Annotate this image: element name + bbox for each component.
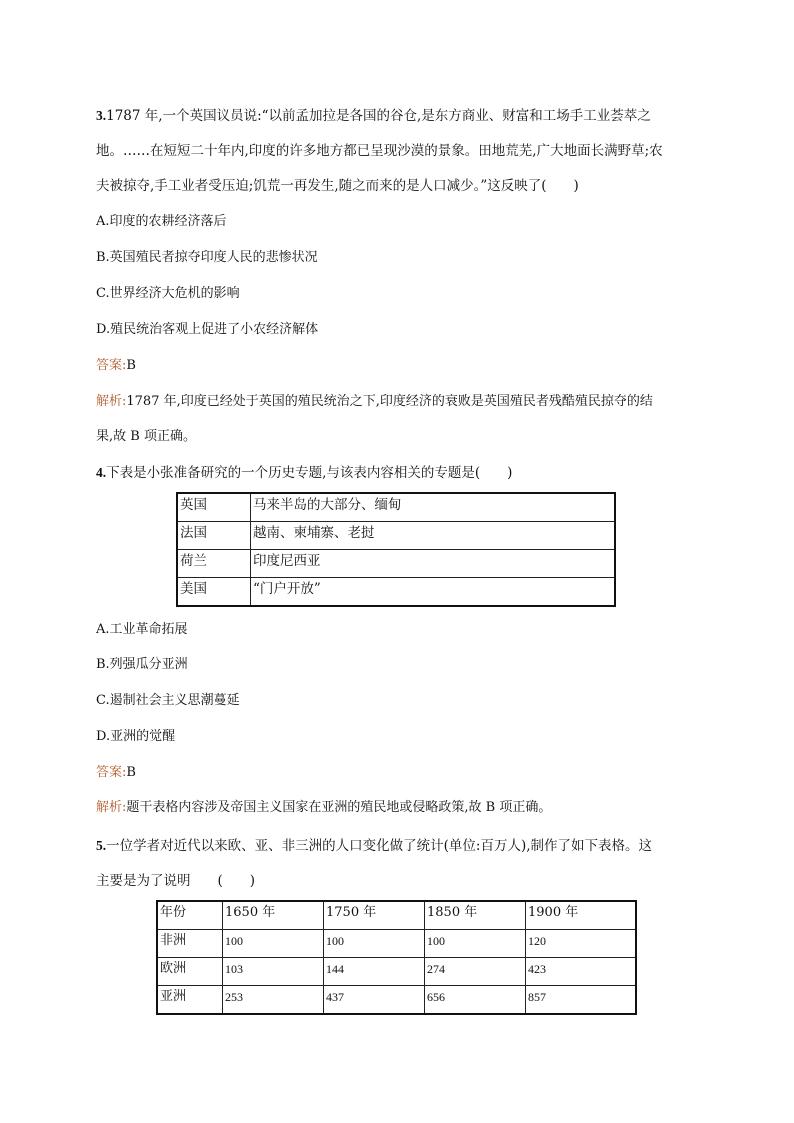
table-row bbox=[177, 578, 615, 607]
q5-stem-line-1: 5.一位学者对近代以来欧、亚、非三洲的人口变化做了统计(单位:百万人),制作了如下表格。这 bbox=[96, 838, 652, 854]
q3-option-d: D.殖民统治客观上促进了小农经济解体 bbox=[96, 322, 319, 337]
table-header-cell: 1850 年 bbox=[425, 901, 526, 930]
table-cell: 274 bbox=[425, 958, 526, 986]
table-cell: 荷兰 bbox=[177, 550, 251, 578]
q4-analysis: 解析:题干表格内容涉及帝国主义国家在亚洲的殖民地或侵略政策,故 B 项正确。 bbox=[96, 800, 552, 815]
q3-answer bbox=[96, 356, 136, 376]
table-cell: 印度尼西亚 bbox=[251, 550, 616, 578]
q5-table bbox=[156, 900, 637, 1015]
q3-stem-line-3: 夫被掠夺,手工业者受压迫;饥荒一再发生,随之而来的是人口减少。”这反映了( ) bbox=[96, 178, 579, 194]
q4-option-b: B.列强瓜分亚洲 bbox=[96, 657, 188, 672]
q3-analysis-line-2: 果,故 B 项正确。 bbox=[96, 429, 196, 444]
q4-option-c: C.遏制社会主义思潮蔓延 bbox=[96, 693, 240, 708]
q4-stem: 4.下表是小张准备研究的一个历史专题,与该表内容相关的专题是( ) bbox=[96, 465, 513, 481]
table-cell: 马来半岛的大部分、缅甸 bbox=[251, 493, 616, 522]
table-cell: 100 bbox=[324, 930, 425, 958]
table-cell: 非洲 bbox=[157, 930, 223, 958]
table-cell: 437 bbox=[324, 986, 425, 1015]
q3-option-b: B.英国殖民者掠夺印度人民的悲惨状况 bbox=[96, 250, 318, 265]
q3-option-c: C.世界经济大危机的影响 bbox=[96, 286, 240, 301]
table-cell: 100 bbox=[223, 930, 324, 958]
table-row bbox=[177, 550, 615, 578]
table-cell: “门户开放” bbox=[251, 578, 616, 607]
table-header-cell: 年份 bbox=[157, 901, 223, 930]
table-row bbox=[157, 930, 636, 958]
table-cell: 144 bbox=[324, 958, 425, 986]
q4-answer-label: 答案: bbox=[96, 765, 127, 780]
table-cell: 英国 bbox=[177, 493, 251, 522]
q4-number: 4. bbox=[96, 465, 107, 480]
q5-number: 5. bbox=[96, 838, 107, 853]
table-cell: 120 bbox=[526, 930, 637, 958]
table-row bbox=[177, 522, 615, 550]
table-cell: 法国 bbox=[177, 522, 251, 550]
q3-number: 3. bbox=[96, 108, 107, 123]
q3-option-a: A.印度的农耕经济落后 bbox=[96, 214, 227, 229]
q4-table bbox=[176, 492, 616, 607]
table-cell: 亚洲 bbox=[157, 986, 223, 1015]
q4-analysis-label: 解析: bbox=[96, 800, 127, 815]
q4-option-d: D.亚洲的觉醒 bbox=[96, 729, 176, 744]
table-row bbox=[177, 493, 615, 522]
table-row bbox=[157, 986, 636, 1015]
q4-option-a: A.工业革命拓展 bbox=[96, 622, 188, 637]
q3-stem-line-1: 3.1787 年,一个英国议员说:“以前孟加拉是各国的谷仓,是东方商业、财富和工场手工业荟萃之 bbox=[96, 108, 651, 124]
table-cell: 253 bbox=[223, 986, 324, 1015]
q3-analysis-label: 解析: bbox=[96, 394, 127, 409]
table-cell: 100 bbox=[425, 930, 526, 958]
table-cell: 欧洲 bbox=[157, 958, 223, 986]
q3-answer-value: B bbox=[126, 358, 136, 373]
q4-answer-value: B bbox=[126, 765, 136, 780]
table-header-row bbox=[157, 901, 636, 930]
q5-stem-line-2: 主要是为了说明 ( ) bbox=[96, 873, 256, 889]
table-cell: 103 bbox=[223, 958, 324, 986]
table-row bbox=[157, 958, 636, 986]
table-cell: 越南、柬埔寨、老挝 bbox=[251, 522, 616, 550]
table-cell: 美国 bbox=[177, 578, 251, 607]
table-cell: 423 bbox=[526, 958, 637, 986]
table-cell: 857 bbox=[526, 986, 637, 1015]
q3-answer-label: 答案: bbox=[96, 358, 127, 373]
table-header-cell: 1900 年 bbox=[526, 901, 637, 930]
table-cell: 656 bbox=[425, 986, 526, 1015]
q3-analysis-line-1: 解析:1787 年,印度已经处于英国的殖民统治之下,印度经济的衰败是英国殖民者残酷殖民掠夺的结 bbox=[96, 394, 653, 409]
table-header-cell: 1750 年 bbox=[324, 901, 425, 930]
q3-stem-line-2: 地。……在短短二十年内,印度的许多地方都已呈现沙漠的景象。田地荒芜,广大地面长满野草;农 bbox=[96, 143, 663, 159]
table-header-cell: 1650 年 bbox=[223, 901, 324, 930]
q4-answer bbox=[96, 763, 136, 783]
